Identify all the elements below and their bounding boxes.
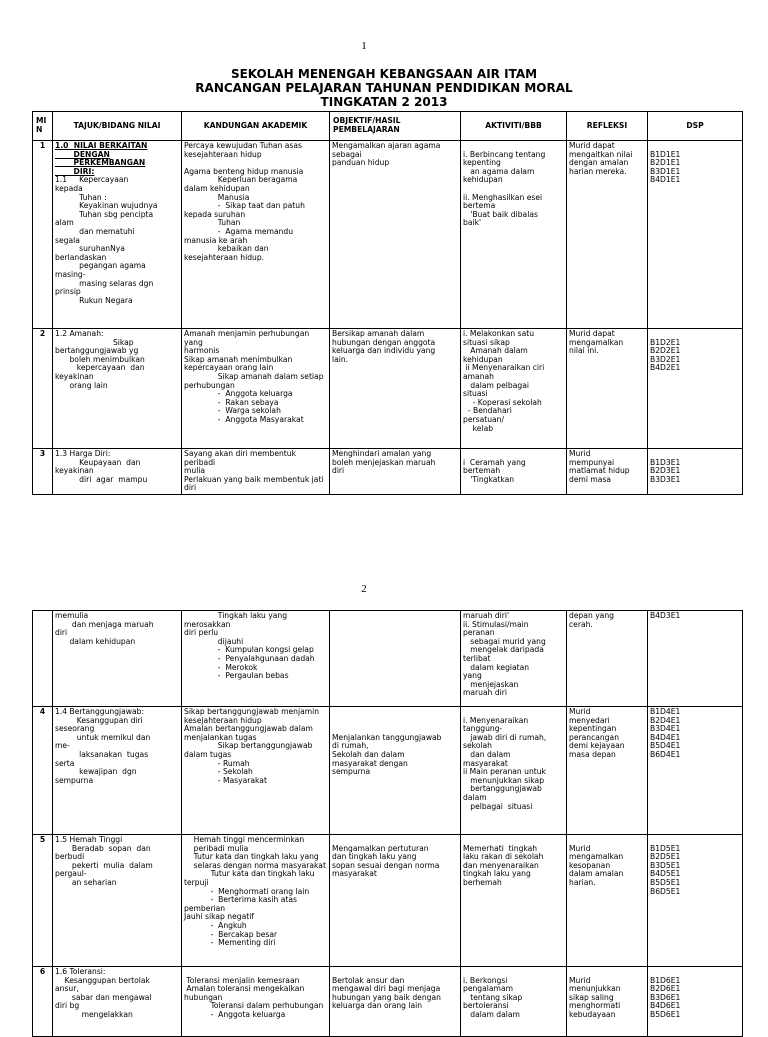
page-number-2: 2 [361, 583, 367, 595]
dsp-cell: B1D6E1 B2D6E1 B3D6E1 B4D6E1 B5D6E1 [648, 967, 743, 1037]
dsp-cell: B1D4E1 B2D4E1 B3D4E1 B4D4E1 B5D4E1 B6D4E1 [648, 707, 743, 835]
refleksi-cell: Murid menyedari kepentingan perancangan demi kejayaan masa depan [567, 707, 648, 835]
kandungan-cell: Tingkah laku yang merosakkan diri perlu dijauhi - Kumpulan kongsi gelap - Penyalahgunaan dadah - Merokok - Pergaulan bebas [182, 611, 330, 707]
header-refleksi: REFLEKSI [567, 112, 648, 141]
table-row [33, 835, 743, 967]
week-cell [33, 611, 53, 707]
tajuk-cell: 1.6 Toleransi: Kesanggupan bertolak ansur, sabar dan mengawal diri bg mengelakkan [53, 967, 182, 1037]
tajuk-cell: 1.3 Harga Diri: Keupayaan dan keyakinan diri agar mampu [53, 449, 182, 495]
kandungan-cell: Percaya kewujudan Tuhan asas kesejahteraan hidup Agama benteng hidup manusia Keperluan beragama dalam kehidupan Manusia - Sikap taat dan patuh kepada suruhan Tuhan - Agama memandu manusia ke arah kebaikan dan kesejahteraan hidup. [182, 141, 330, 329]
week-cell: 3 [33, 449, 53, 495]
kandungan-cell: Sayang akan diri membentuk peribadi mulia Perlakuan yang baik membentuk jati diri [182, 449, 330, 495]
header-mn: MI N [33, 112, 53, 141]
week-cell: 1 [33, 141, 53, 329]
page-number-1: 1 [361, 40, 367, 52]
table-row [33, 611, 743, 707]
document-heading [0, 67, 768, 109]
refleksi-cell: Murid dapat mengaitkan nilai dengan amalan harian mereka. [567, 141, 648, 329]
kandungan-cell: Toleransi menjalin kemesraan Amalan toleransi mengekalkan hubungan Toleransi dalam perhubungan - Anggota keluarga [182, 967, 330, 1037]
tajuk-cell: 1.2 Amanah: Sikap bertanggungjawab yg boleh menimbulkan kepercayaan dan keyakinan orang lain [53, 329, 182, 449]
school-name: SEKOLAH MENENGAH KEBANGSAAN AIR ITAM [230, 67, 538, 81]
header-kandungan: KANDUNGAN AKADEMIK [182, 112, 330, 141]
aktiviti-cell: i. Menyenaraikan tanggung- jawab diri di rumah, sekolah dan dalam masyarakat ii Main peranan untuk menunjukkan sikap bertanggungjawab dalam pelbagai situasi [461, 707, 567, 835]
objektif-cell: Mengamalkan ajaran agama sebagai panduan hidup [330, 141, 461, 329]
table-row [33, 329, 743, 449]
tajuk-cell [53, 141, 182, 329]
table-row [33, 449, 743, 495]
kandungan-cell: Hemah tinggi mencerminkan peribadi mulia Tutur kata dan tingkah laku yang selaras dengan norma masyarakat Tutur kata dan tingkah laku terpuji - Menghormati orang lain - Berterima kasih atas pemberian Jauhi sikap negatif - Angkuh - Bercakap besar - Mementing diri [182, 835, 330, 967]
aktiviti-cell: i Ceramah yang bertemah 'Tingkatkan [461, 449, 567, 495]
header-tajuk: TAJUK/BIDANG NILAI [53, 112, 182, 141]
dsp-cell: B4D3E1 [648, 611, 743, 707]
aktiviti-cell: i. Melakonkan satu situasi sikap Amanah dalam kehidupan ii Menyenaraikan ciri amanah dalam pelbagai situasi - Koperasi sekolah - Bendahari persatuan/ kelab [461, 329, 567, 449]
aktiviti-cell: maruah diri' ii. Stimulasi/main peranan sebagai murid yang mengelak daripada terlibat dalam kegiatan yang menjejaskan maruah diri [461, 611, 567, 707]
kandungan-cell: Amanah menjamin perhubungan yang harmonis Sikap amanah menimbulkan kepercayaan orang lain Sikap amanah dalam setiap perhubungan - Anggota keluarga - Rakan sebaya - Warga sekolah - Anggota Masyarakat [182, 329, 330, 449]
objektif-cell [330, 611, 461, 707]
refleksi-cell: Murid dapat mengamalkan nilai ini. [567, 329, 648, 449]
objektif-cell: Mengamalkan pertuturan dan tingkah laku yang sopan sesuai dengan norma masyarakat [330, 835, 461, 967]
objektif-cell: Bertolak ansur dan mengawal diri bagi menjaga hubungan yang baik dengan keluarga dan orang lain [330, 967, 461, 1037]
table-row [33, 141, 743, 329]
lesson-plan-table-page-2 [32, 610, 743, 1037]
objektif-cell: Menghindari amalan yang boleh menjejaskan maruah diri [330, 449, 461, 495]
tajuk-cell: 1.4 Bertanggungjawab: Kesanggupan diri seseorang untuk memikul dan me- laksanakan tugas serta kewajipan dgn sempurna [53, 707, 182, 835]
tajuk-cell: 1.5 Hemah Tinggi Beradab sopan dan berbudi pekerti mulia dalam pergaul- an seharian [53, 835, 182, 967]
table-header-row [33, 112, 743, 141]
dsp-cell: B1D5E1 B2D5E1 B3D5E1 B4D5E1 B5D5E1 B6D5E1 [648, 835, 743, 967]
aktiviti-cell: i. Berbincang tentang kepenting an agama dalam kehidupan ii. Menghasilkan esei bertema 'Buat baik dibalas baik' [461, 141, 567, 329]
form-year: TINGKATAN 2 2013 [320, 95, 448, 109]
refleksi-cell: Murid menunjukkan sikap saling menghormati kebudayaan [567, 967, 648, 1037]
section-title: 1.0 NILAI BERKAITAN DENGAN PERKEMBANGAN DIRI: [55, 141, 148, 176]
dsp-cell: B1D1E1 B2D1E1 B3D1E1 B4D1E1 [648, 141, 743, 329]
refleksi-cell: depan yang cerah. [567, 611, 648, 707]
lesson-plan-table-page-1 [32, 111, 743, 495]
dsp-cell: B1D3E1 B2D3E1 B3D3E1 [648, 449, 743, 495]
aktiviti-cell: Memerhati tingkah laku rakan di sekolah dan menyenaraikan tingkah laku yang berhemah [461, 835, 567, 967]
tajuk-text: 1.1 Kepercayaan kepada Tuhan : Keyakinan wujudnya Tuhan sbg pencipta alam dan mematuhi segala suruhanNya berlandaskan pegangan agama masing- masing selaras dgn prinsip Rukun Negara [55, 175, 158, 305]
week-cell: 2 [33, 329, 53, 449]
refleksi-cell: Murid mengamalkan kesopanan dalam amalan harian. [567, 835, 648, 967]
tajuk-cell: memulia dan menjaga maruah diri dalam kehidupan [53, 611, 182, 707]
objektif-cell: Bersikap amanah dalam hubungan dengan anggota keluarga dan individu yang lain. [330, 329, 461, 449]
table-row [33, 967, 743, 1037]
header-aktiviti: AKTIVITI/BBB [461, 112, 567, 141]
plan-title: RANCANGAN PELAJARAN TAHUNAN PENDIDIKAN MORAL [195, 81, 573, 95]
week-cell: 6 [33, 967, 53, 1037]
header-dsp: DSP [648, 112, 743, 141]
week-cell: 5 [33, 835, 53, 967]
table-row [33, 707, 743, 835]
kandungan-cell: Sikap bertanggungjawab menjamin kesejahteraan hidup Amalan bertanggungjawab dalam menjalankan tugas Sikap bertanggungjawab dalam tugas - Rumah - Sekolah - Masyarakat [182, 707, 330, 835]
week-cell: 4 [33, 707, 53, 835]
dsp-cell: B1D2E1 B2D2E1 B3D2E1 B4D2E1 [648, 329, 743, 449]
header-objektif: OBJEKTIF/HASIL PEMBELAJARAN [330, 112, 461, 141]
objektif-cell: Menjalankan tanggungjawab di rumah, Sekolah dan dalam masyarakat dengan sempurna [330, 707, 461, 835]
refleksi-cell: Murid mempunyai matlamat hidup demi masa [567, 449, 648, 495]
aktiviti-cell: i. Berkongsi pengalamam tentang sikap bertoleransi dalam dalam [461, 967, 567, 1037]
